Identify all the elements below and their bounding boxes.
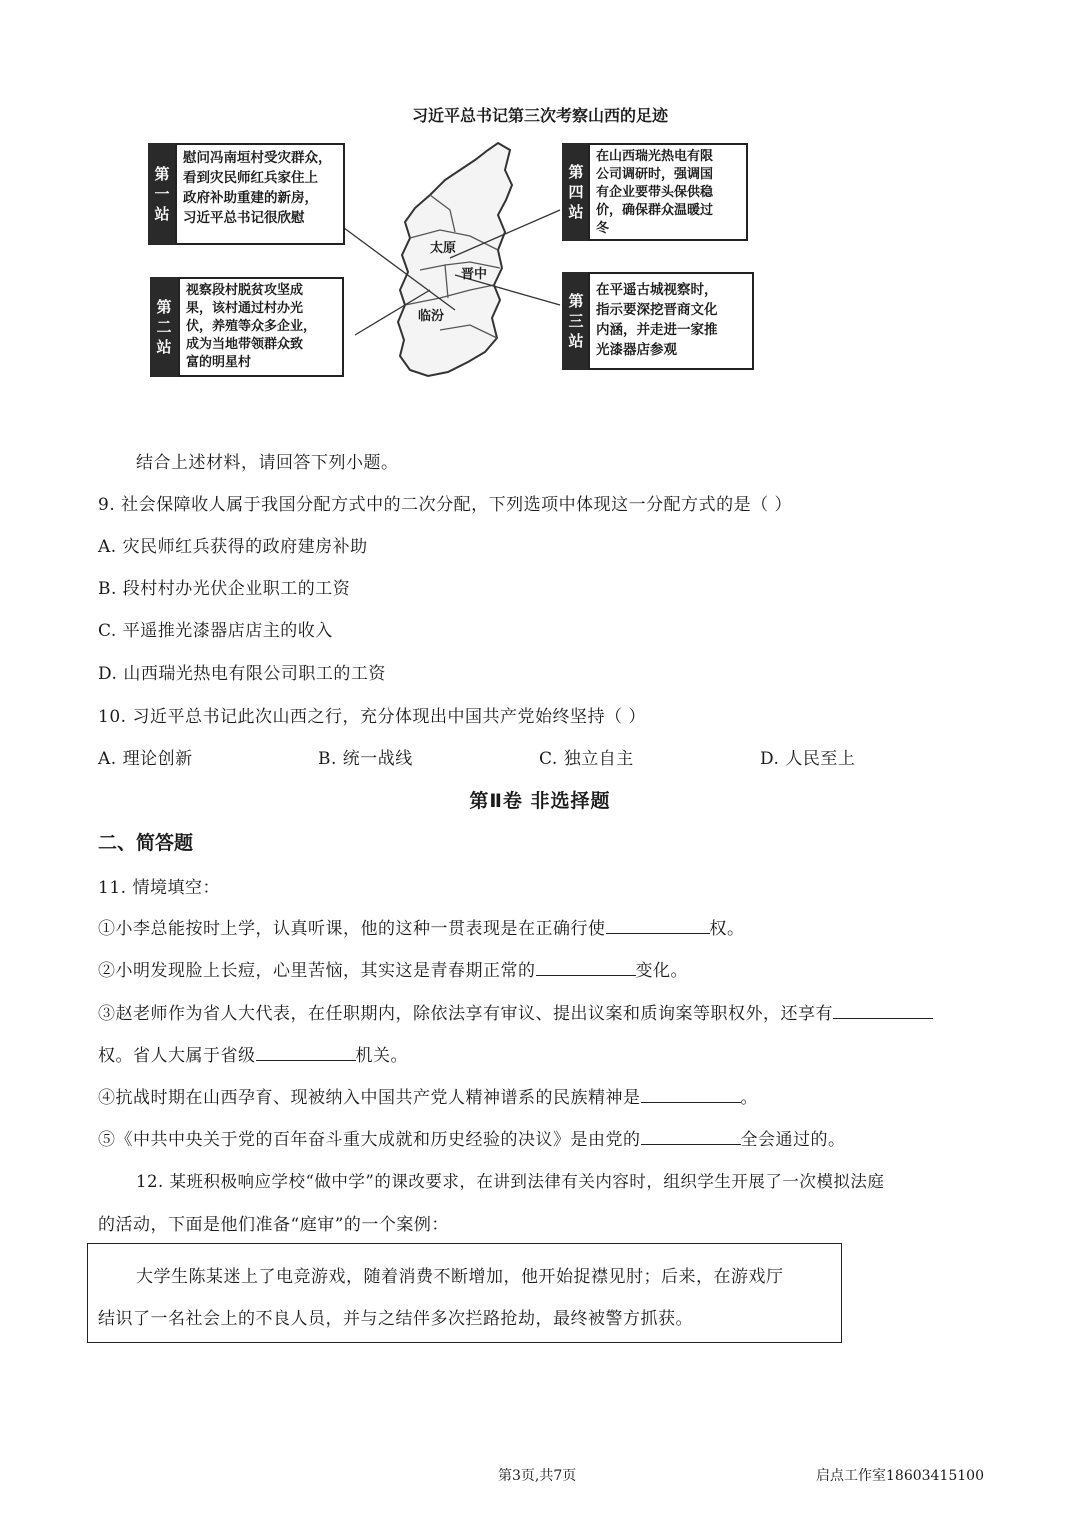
q9-stem: 9. 社会保障收人属于我国分配方式中的二次分配，下列选项中体现这一分配方式的是（ ） (98, 495, 793, 515)
blank-6[interactable] (641, 1126, 741, 1145)
q10-stem: 10. 习近平总书记此次山西之行，充分体现出中国共产党始终坚持（ ） (98, 707, 646, 727)
q9-option-b: B. 段村村办光伏企业职工的工资 (98, 579, 351, 599)
shanxi-outline (398, 143, 512, 376)
q11-item3-text: ③赵老师作为省人大代表，在任职期内，除依法享有审议、提出议案和质询案等职权外，还享有 (98, 1004, 833, 1024)
q9-option-d: D. 山西瑞光热电有限公司职工的工资 (98, 664, 386, 684)
station2-tab: 第 二 站 (150, 277, 178, 377)
blank-1[interactable] (606, 915, 710, 934)
q11-item2-text: ②小明发现脸上长痘，心里苦恼，其实这是青春期正常的 (98, 961, 536, 981)
blank-2[interactable] (536, 957, 636, 976)
city-jinzhong: 晋中 (461, 267, 488, 282)
case-line1: 大学生陈某迷上了电竞游戏，随着消费不断增加，他开始捉襟见肘；后来，在游戏厅 (136, 1267, 784, 1287)
studio-contact: 启点工作室18603415100 (816, 1468, 984, 1484)
page-number: 第3页,共7页 (498, 1468, 577, 1484)
q11-item3-suffix: 机关。 (355, 1046, 408, 1066)
section-heading: 二、简答题 (98, 832, 194, 854)
section-title: 第Ⅱ卷 非选择题 (469, 790, 611, 812)
q12-line2: 的活动，下面是他们准备“庭审”的一个案例： (98, 1215, 449, 1235)
blank-5[interactable] (641, 1084, 741, 1103)
q11-item2 (98, 956, 688, 981)
station1-text: 慰问冯南垣村受灾群众， 看到灾民师红兵家住上 政府补助重建的新房， 习近平总书记很欣慰 (175, 143, 345, 245)
q11-item2-suffix: 变化。 (635, 961, 688, 981)
q9-option-a: A. 灾民师红兵获得的政府建房补助 (98, 537, 368, 557)
q11-item1-suffix: 权。 (709, 919, 745, 939)
blank-3[interactable] (833, 1000, 933, 1019)
q12-line1: 12. 某班积极响应学校“做中学”的课改要求，在讲到法律有关内容时，组织学生开展了一次模拟法庭 (136, 1172, 885, 1191)
q11-item3-text2: 权。省人大属于省级 (98, 1046, 256, 1066)
q10-option-b: B. 统一战线 (318, 749, 413, 769)
q11-item3-line2 (98, 1041, 408, 1066)
q9-option-c: C. 平遥推光漆器店店主的收入 (98, 621, 333, 641)
q10-option-a: A. 理论创新 (98, 749, 193, 769)
q10-option-c: C. 独立自主 (539, 749, 634, 769)
q11-item5-suffix: 全会通过的。 (740, 1130, 846, 1150)
q11-item4-suffix: 。 (740, 1088, 758, 1108)
q11-item4-text: ④抗战时期在山西孕育、现被纳入中国共产党人精神谱系的民族精神是 (98, 1088, 641, 1108)
station4-tab: 第 四 站 (562, 143, 590, 241)
city-taiyuan: 太原 (430, 241, 457, 256)
station3-text: 在平遥古城视察时， 指示要深挖晋商文化 内涵，并走进一家推 光漆器店参观 (588, 272, 754, 370)
map-title: 习近平总书记第三次考察山西的足迹 (411, 106, 668, 125)
station1-tab: 第 一 站 (148, 143, 176, 245)
q11-item1 (98, 914, 745, 939)
station2-text: 视察段村脱贫攻坚成 果，该村通过村办光 伏，养殖等众多企业， 成为当地带领群众致 富的明星村 (178, 277, 344, 377)
q10-option-d: D. 人民至上 (760, 749, 856, 769)
q11-item3-line1 (98, 999, 933, 1024)
q11-item4 (98, 1083, 758, 1108)
q11-item1-text: ①小李总能按时上学，认真听课，他的这种一贯表现是在正确行使 (98, 919, 606, 939)
city-linfen: 临汾 (418, 309, 445, 324)
case-line2: 结识了一名社会上的不良人员，并与之结伴多次拦路抢劫，最终被警方抓获。 (98, 1309, 693, 1329)
station3-tab: 第 三 站 (562, 272, 590, 370)
intro-text: 结合上述材料，请回答下列小题。 (136, 453, 399, 473)
blank-4[interactable] (256, 1042, 356, 1061)
q11-stem: 11. 情境填空： (98, 878, 220, 898)
station4-text: 在山西瑞光热电有限 公司调研时，强调国 有企业要带头保供稳 价，确保群众温暖过 冬 (588, 143, 748, 241)
q11-item5-text: ⑤《中共中央关于党的百年奋斗重大成就和历史经验的决议》是由党的 (98, 1130, 641, 1150)
case-box (87, 1243, 842, 1343)
q11-item5 (98, 1125, 846, 1150)
